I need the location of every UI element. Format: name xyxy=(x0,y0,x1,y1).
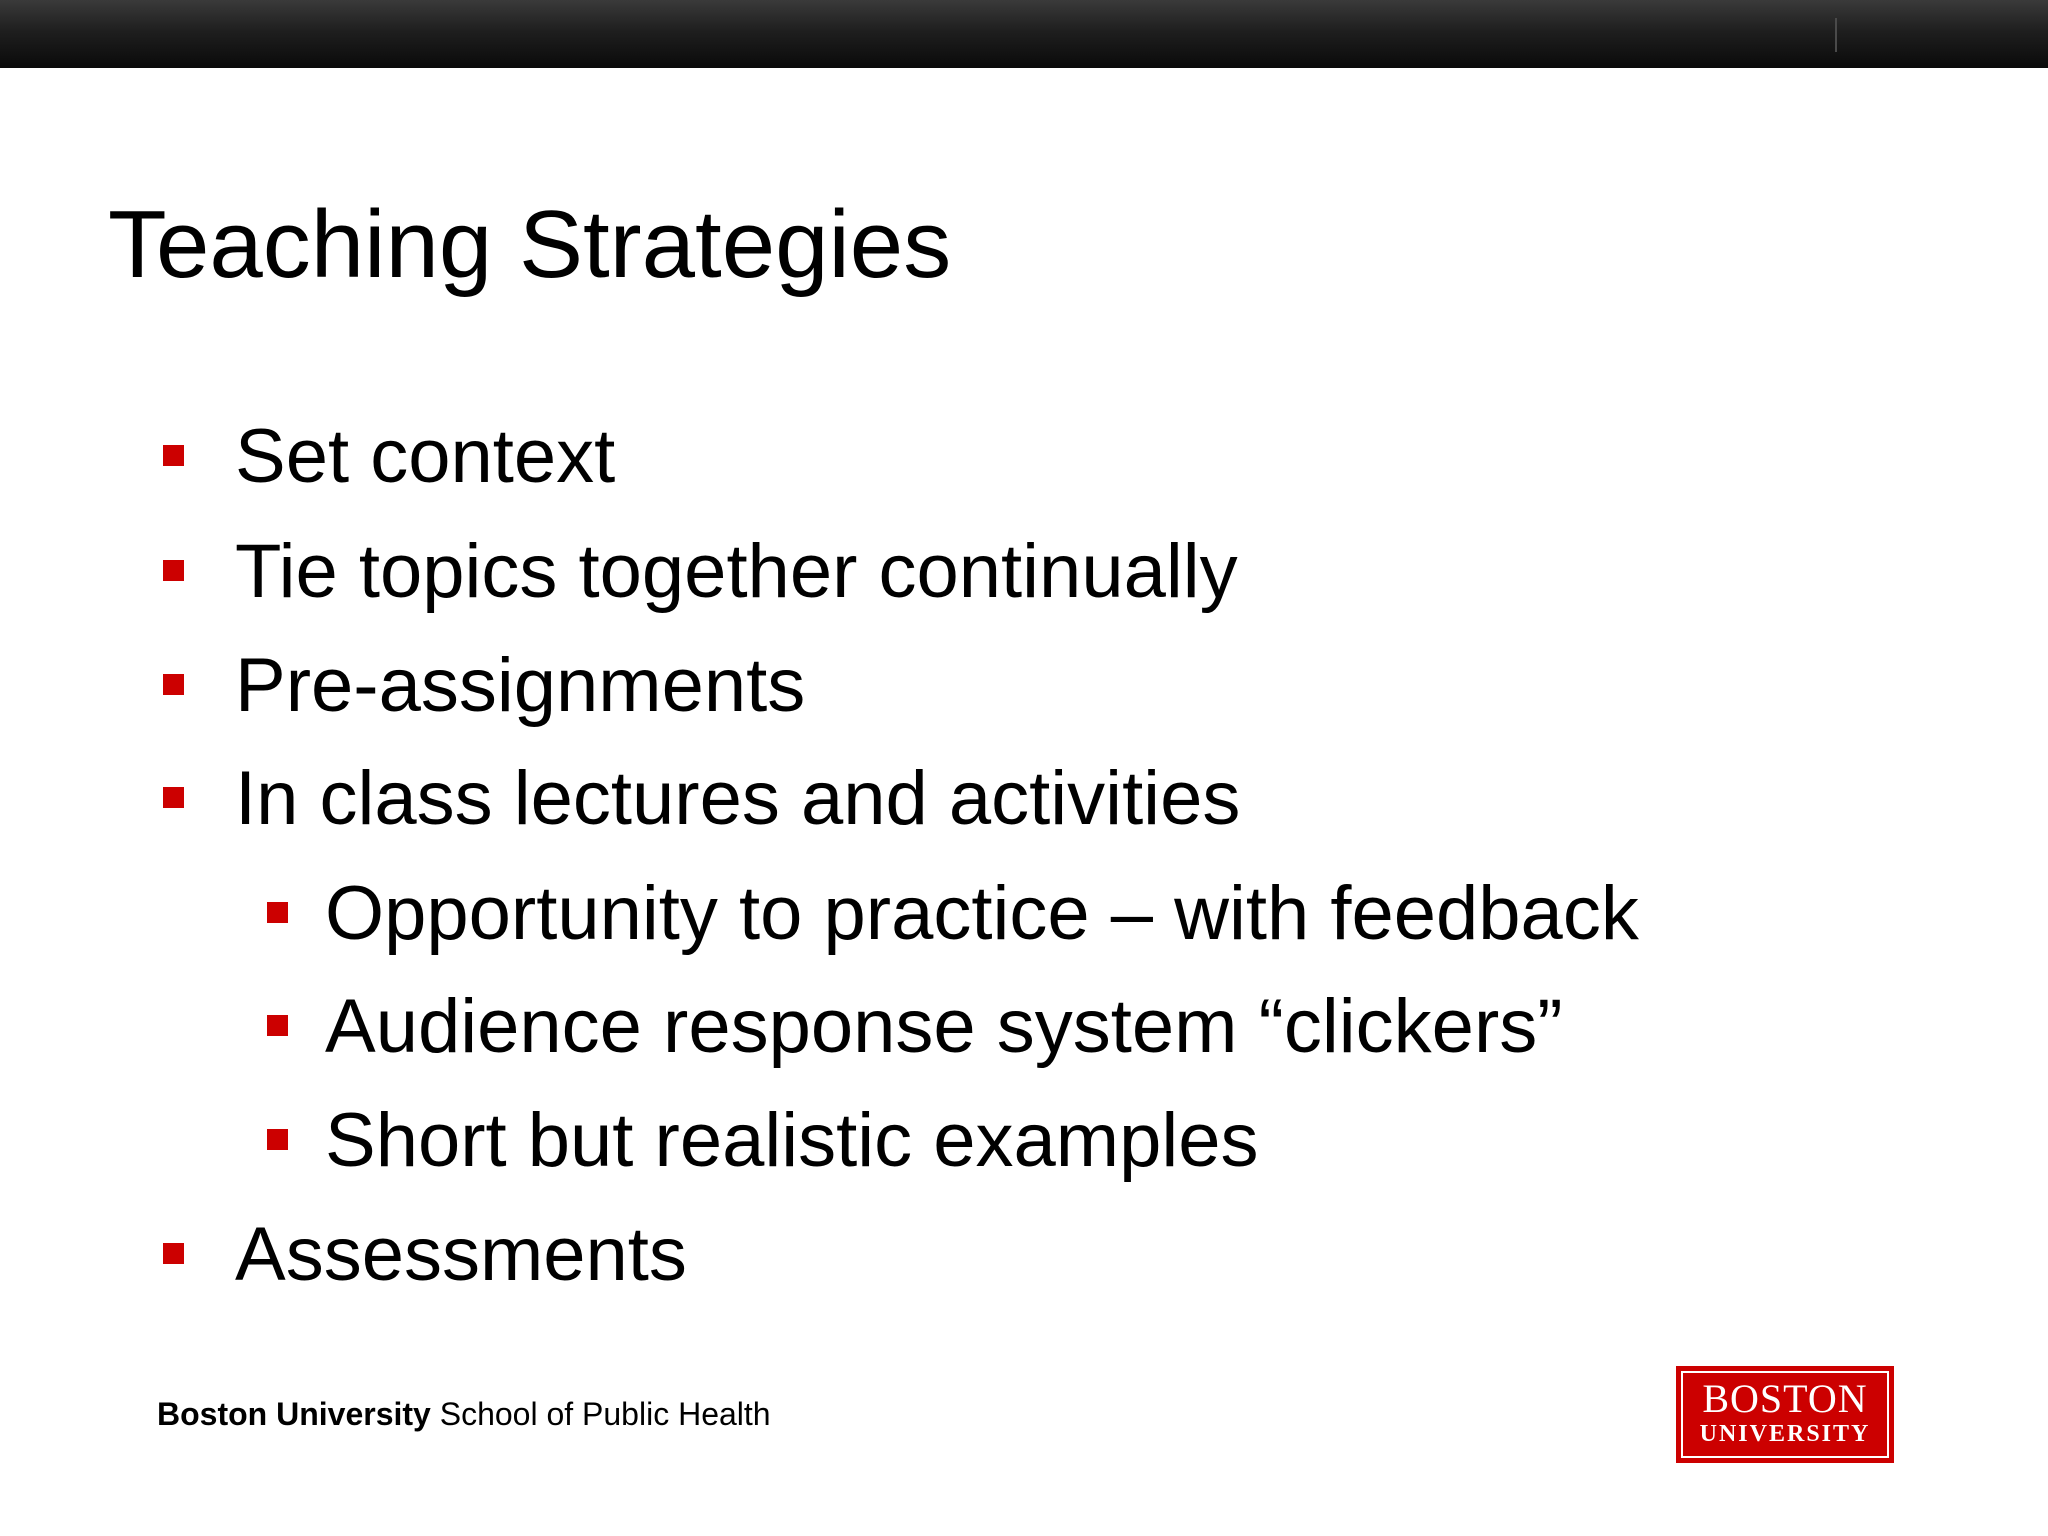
header-divider xyxy=(1835,18,1837,52)
red-square-bullet-icon xyxy=(163,445,184,466)
bullet-text: Pre-assignments xyxy=(235,643,806,728)
red-square-bullet-icon xyxy=(163,1243,184,1264)
red-square-bullet-icon xyxy=(163,560,184,581)
red-square-bullet-icon xyxy=(163,674,184,695)
red-square-bullet-icon xyxy=(267,1015,288,1036)
sub-bullet-text: Short but realistic examples xyxy=(325,1098,1259,1183)
bullet-text: Set context xyxy=(235,414,616,499)
footer xyxy=(157,1394,771,1434)
red-square-bullet-icon xyxy=(267,902,288,923)
footer-school: School of Public Health xyxy=(430,1396,771,1432)
red-square-bullet-icon xyxy=(267,1129,288,1150)
sub-bullet-text: Opportunity to practice – with feedback xyxy=(325,871,1639,956)
bullet-text: Assessments xyxy=(235,1212,687,1297)
logo-line-university: UNIVERSITY xyxy=(1699,1421,1871,1447)
bullet-text: In class lectures and activities xyxy=(235,756,1241,841)
red-square-bullet-icon xyxy=(163,787,184,808)
sub-bullet-text: Audience response system “clickers” xyxy=(325,984,1563,1069)
footer-institution: Boston University xyxy=(157,1396,431,1432)
top-header-bar xyxy=(0,0,2048,68)
boston-university-logo xyxy=(1676,1366,1894,1463)
slide-title: Teaching Strategies xyxy=(108,191,952,298)
logo-line-boston: BOSTON xyxy=(1702,1376,1868,1421)
bullet-text: Tie topics together continually xyxy=(235,529,1238,614)
